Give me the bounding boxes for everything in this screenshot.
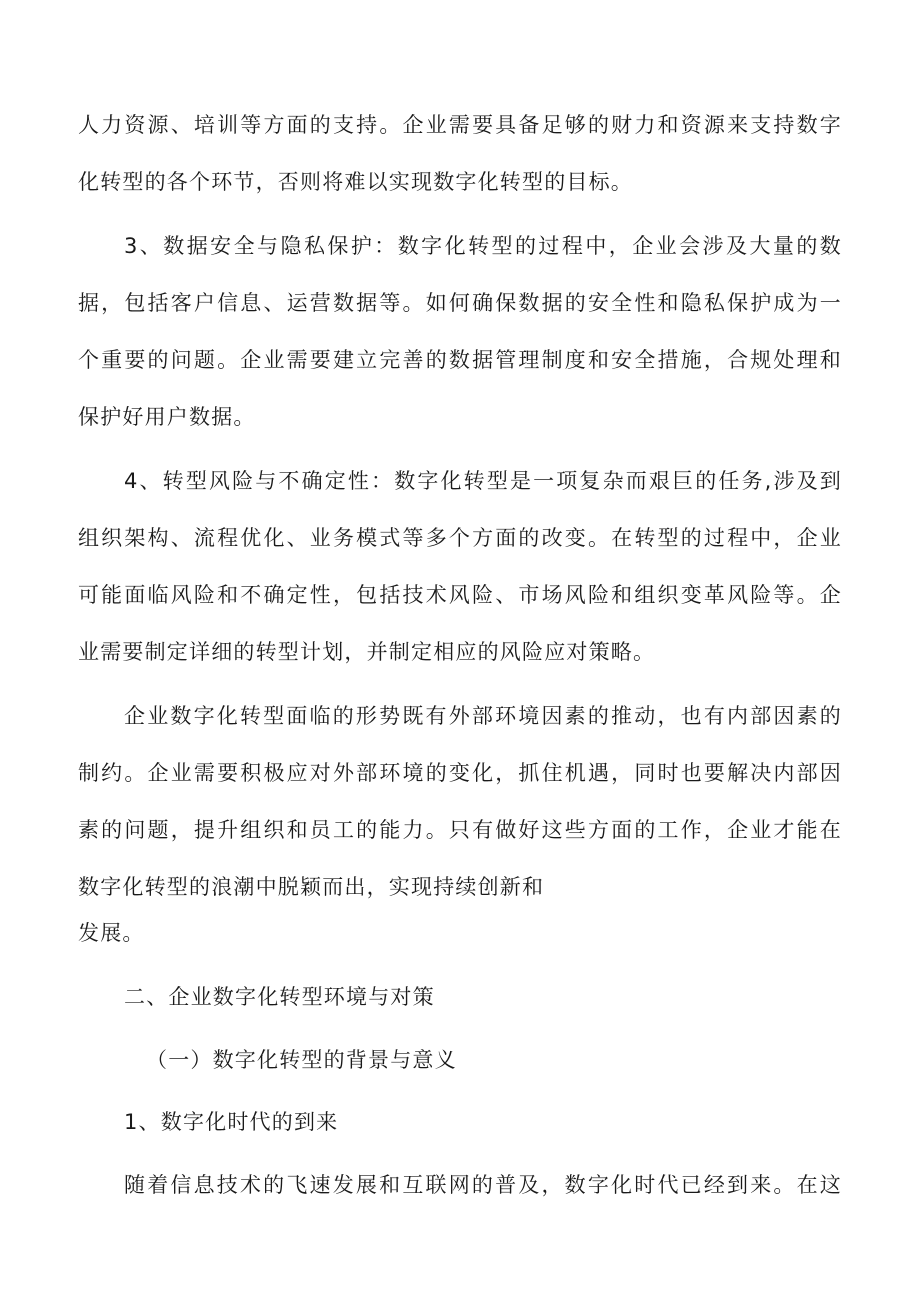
text-line: 数字化转型的浪潮中脱颖而出，实现持续创新和 <box>78 875 545 899</box>
text-line: 4、转型风险与不确定性：数字化转型是一项复杂而艰巨的任务,涉及到 <box>124 469 842 493</box>
text-line: 3、数据安全与隐私保护：数字化转型的过程中，企业会涉及大量的数 <box>124 234 842 258</box>
text-line: 发展。 <box>78 921 145 945</box>
item-heading: 1、数字化时代的到来 <box>124 1110 339 1134</box>
text-line: 素的问题，提升组织和员工的能力。只有做好这些方面的工作，企业才能在 <box>78 818 842 842</box>
text-line: 化转型的各个环节，否则将难以实现数字化转型的目标。 <box>78 170 633 194</box>
subsection-heading: （一）数字化转型的背景与意义 <box>146 1048 457 1072</box>
text-line: 可能面临风险和不确定性，包括技术风险、市场风险和组织变革风险等。企 <box>78 583 842 607</box>
text-line: 据，包括客户信息、运营数据等。如何确保数据的安全性和隐私保护成为一 <box>78 291 842 315</box>
text-line: 制约。企业需要积极应对外部环境的变化，抓住机遇，同时也要解决内部因 <box>78 761 842 785</box>
text-line: 企业数字化转型面临的形势既有外部环境因素的推动，也有内部因素的 <box>124 704 842 728</box>
text-line: 保护好用户数据。 <box>78 405 256 429</box>
text-line: 个重要的问题。企业需要建立完善的数据管理制度和安全措施，合规处理和 <box>78 348 842 372</box>
section-heading: 二、企业数字化转型环境与对策 <box>124 985 435 1009</box>
text-line: 组织架构、流程优化、业务模式等多个方面的改变。在转型的过程中，企业 <box>78 526 842 550</box>
text-line: 业需要制定详细的转型计划，并制定相应的风险应对策略。 <box>78 640 656 664</box>
text-line: 随着信息技术的飞速发展和互联网的普及，数字化时代已经到来。在这 <box>124 1173 842 1197</box>
text-line: 人力资源、培训等方面的支持。企业需要具备足够的财力和资源来支持数字 <box>78 113 842 137</box>
